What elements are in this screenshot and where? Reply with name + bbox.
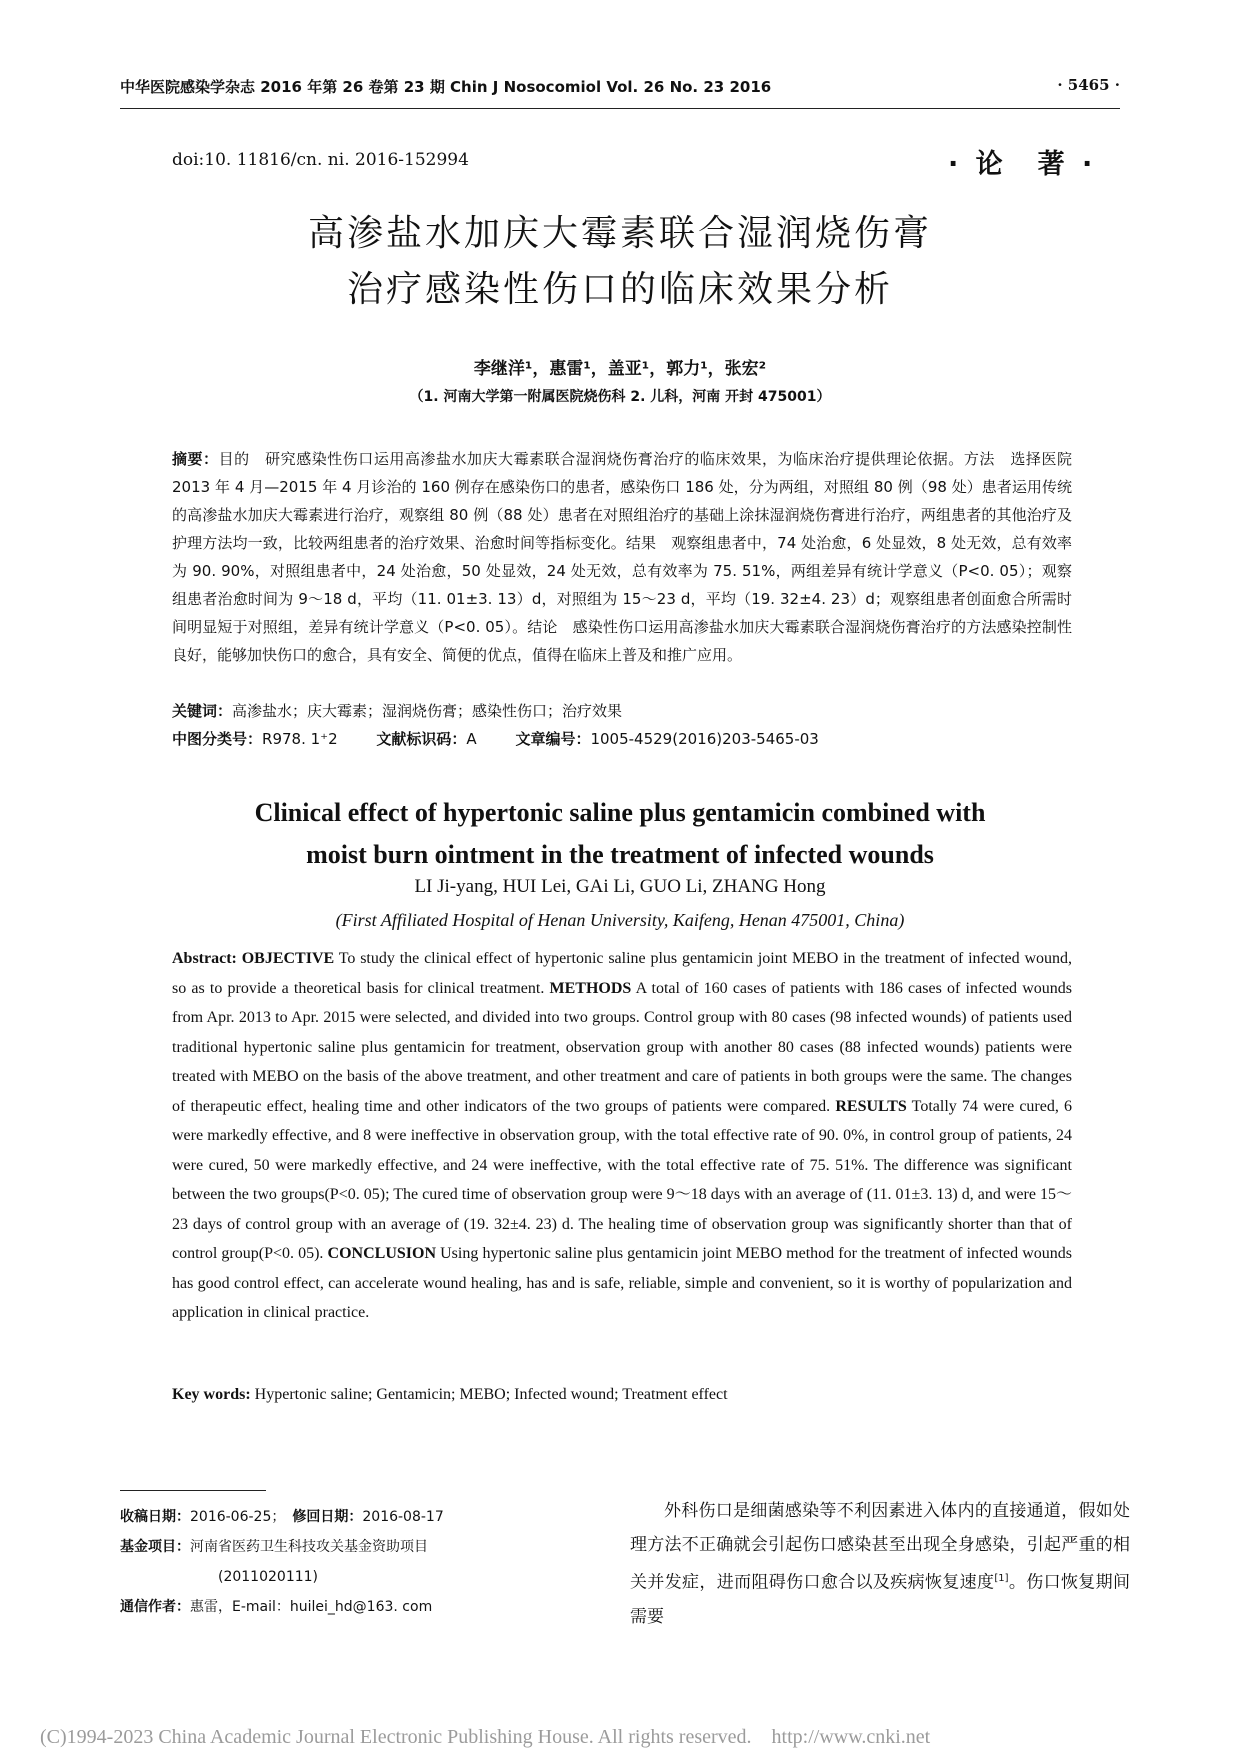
fund-project: 基金项目：河南省医药卫生科技攻关基金资助项目	[120, 1539, 428, 1555]
journal-citation-line: 中华医院感染学杂志 2016 年第 26 卷第 23 期 Chin J Nosocomiol Vol. 26 No. 23 2016	[120, 78, 772, 96]
results-label: RESULTS	[835, 1097, 907, 1115]
classification-line	[172, 728, 1072, 749]
english-title	[120, 792, 1120, 876]
chinese-title-line-1: 高渗盐水加庆大霉素联合湿润烧伤膏	[307, 213, 932, 254]
english-keywords-text: Hypertonic saline; Gentamicin; MEBO; Infected wound; Treatment effect	[254, 1386, 728, 1403]
chinese-title-line-2: 治疗感染性伤口的临床效果分析	[346, 269, 893, 310]
english-title-line-2: moist burn ointment in the treatment of infected wounds	[306, 840, 934, 869]
body-intro-paragraph	[630, 1494, 1130, 1634]
english-abstract-label: Abstract:	[172, 950, 237, 967]
methods-text: A total of 160 cases of patients with 186 cases of infected wounds from Apr. 2013 to Apr. 2015 were selected, and divided into two groups. Control group with 80 cases (98 infected wounds) of patients used traditional hypertonic saline plus gentamicin for treatment, observation group with another 80 cases (88 infected wounds) patients were treated with MEBO on the basis of the above treatment, and other treatment and care of patients in both groups were the same. The changes of therapeutic effect, healing time and other indicators of the two groups of patients were compared.	[172, 979, 1073, 1115]
chinese-keywords-label: 关键词：	[172, 702, 233, 720]
chinese-abstract-text: 目的 研究感染性伤口运用高渗盐水加庆大霉素联合湿润烧伤膏治疗的临床效果，为临床治疗提供理论依据。方法 选择医院 2013 年 4 月—2015 年 4 月诊治的 160 例存在感染伤口的患者，感染伤口 186 处，分为两组，对照组 80 例（98 处）患者运用传统的高渗盐水加庆大霉素进行治疗，观察组 80 例（88 处）患者在对照组治疗的基础上涂抹湿润烧伤膏进行治疗，两组患者的其他治疗及护理方法均一致，比较两组患者的治疗效果、治愈时间等指标变化。结果 观察组患者中，74 处治愈，6 处显效，8 处无效，总有效率为 90. 90%，对照组患者中，24 处治愈，50 处显效，24 处无效，总有效率为 75. 51%，两组差异有统计学意义（P<0. 05）；观察组患者治愈时间为 9～18 d，平均（11. 01±3. 13）d，对照组为 15～23 d，平均（19. 32±4. 23）d；观察组患者创面愈合所需时间明显短于对照组，差异有统计学意义（P<0. 05）。结论 感染性伤口运用高渗盐水加庆大霉素联合湿润烧伤膏治疗的方法感染控制性良好，能够加快伤口的愈合，具有安全、简便的优点，值得在临床上普及和推广应用。	[172, 450, 1072, 664]
reference-marker[interactable]: [1]	[994, 1573, 1009, 1584]
methods-label: METHODS	[549, 979, 632, 997]
english-authors: LI Ji-yang, HUI Lei, GAi Li, GUO Li, ZHANG Hong	[414, 876, 826, 897]
english-abstract	[172, 944, 1072, 1328]
intro-text: 外科伤口是细菌感染等不利因素进入体内的直接通道，假如处理方法不正确就会引起伤口感染甚至出现全身感染，引起严重的相关并发症，进而阻碍伤口愈合以及疾病恢复速度	[630, 1501, 1130, 1593]
clc-number: 中图分类号：R978. 1⁺2	[172, 730, 338, 748]
conclusion-text: Using hypertonic saline plus gentamicin joint MEBO method for the treatment of infected wounds has good control effect, can accelerate wound healing, has and is safe, reliable, simple and convenient, so it is worthy of popularization and application in clinical practice.	[172, 1245, 1073, 1321]
english-affiliation: (First Affiliated Hospital of Henan University, Kaifeng, Henan 475001, China)	[335, 910, 905, 930]
corresponding-author: 通信作者：惠雷，E-mail：huilei_hd@163. com	[120, 1599, 433, 1615]
section-tag: · 论 著 ·	[948, 149, 1097, 180]
page-number: · 5465 ·	[1057, 76, 1120, 94]
copyright-watermark: (C)1994-2023 China Academic Journal Electronic Publishing House. All rights reserved. http://www.cnki.net	[40, 1726, 931, 1748]
english-title-line-1: Clinical effect of hypertonic saline plus gentamicin combined with	[254, 798, 986, 827]
english-keywords	[172, 1386, 1072, 1404]
chinese-abstract-label: 摘要：	[172, 450, 219, 468]
chinese-title	[120, 206, 1120, 318]
doi-line: doi:10. 11816/cn. ni. 2016-152994	[172, 150, 469, 170]
footnotes	[120, 1502, 560, 1622]
conclusion-label: CONCLUSION	[327, 1245, 437, 1262]
chinese-authors: 李继洋¹，惠雷¹，盖亚¹，郭力¹，张宏²	[473, 359, 767, 379]
results-text: Totally 74 were cured, 6 were markedly effective, and 8 were ineffective in observation group, with the total effective rate of 90. 0%, in control group of patients, 24 were cured, 50 were markedly effective, and 24 were ineffective, with the total effective rate of 75. 51%. The difference was significant between the two groups(P<0. 05); The cured time of observation group were 9～18 days with an average of (11. 01±3. 13) d, and were 15～23 days of control group with an average of (19. 32±4. 23) d. The healing time of observation group was significantly shorter than that of control group(P<0. 05).	[172, 1097, 1073, 1262]
running-header	[120, 76, 1120, 109]
chinese-affiliation: （1. 河南大学第一附属医院烧伤科 2. 儿科，河南 开封 475001）	[409, 389, 831, 405]
intro-tail: 。伤口恢复期间需要	[630, 1572, 1131, 1627]
chinese-abstract	[172, 445, 1072, 669]
objective-text: To study the clinical effect of hypertonic saline plus gentamicin joint MEBO in the treatment of infected wound, so as to provide a theoretical basis for clinical treatment.	[172, 950, 1073, 997]
document-code: 文献标识码：A	[376, 730, 477, 748]
article-number: 文章编号：1005-4529(2016)203-5465-03	[515, 730, 819, 748]
chinese-keywords	[172, 700, 1072, 721]
english-keywords-label: Key words:	[172, 1386, 251, 1403]
chinese-keywords-text: 高渗盐水；庆大霉素；湿润烧伤膏；感染性伤口；治疗效果	[232, 702, 623, 720]
objective-label: OBJECTIVE	[241, 950, 335, 967]
footnote-divider	[120, 1490, 266, 1491]
received-date: 收稿日期：2016-06-25； 修回日期：2016-08-17	[120, 1509, 444, 1525]
fund-code: (2011020111)	[218, 1569, 318, 1585]
